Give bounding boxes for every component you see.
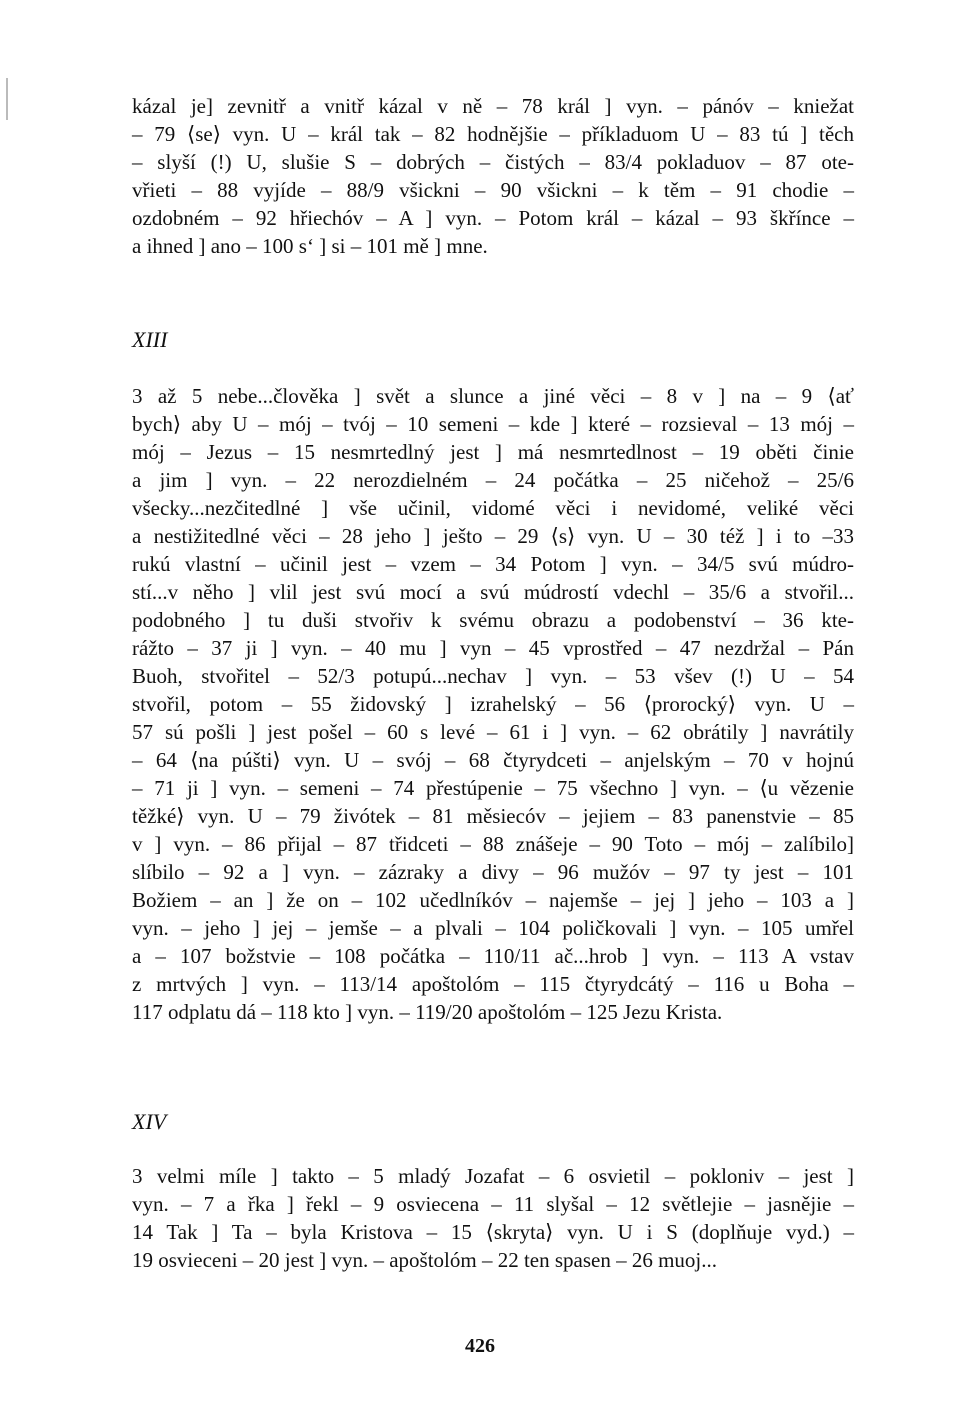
text-line: – slyší (!) U, slušie S – dobrých – čistých – 83/4 pokladuov – 87 ote- xyxy=(132,150,854,174)
text-line: kázal je] zevnitř a vnitř kázal v ně – 78 král ] vyn. – pánóv – kniežat xyxy=(132,94,854,118)
text-line: 3 velmi míle ] takto – 5 mladý Jozafat – 6 osvietil – pokloniv – jest ] xyxy=(132,1164,854,1188)
text-line: a jim ] vyn. – 22 nerozdielném – 24 počátka – 25 ničehož – 25/6 xyxy=(132,468,854,492)
text-line: vřieti – 88 vyjíde – 88/9 všickni – 90 všickni – k těm – 91 chodie – xyxy=(132,178,854,202)
text-line: 14 Tak ] Ta – byla Kristova – 15 ⟨skryta⟩ vyn. U i S (doplňuje vyd.) – xyxy=(132,1220,854,1244)
text-line: – 71 ji ] vyn. – semeni – 74 přestúpenie – 75 všechno ] vyn. – ⟨u vězenie xyxy=(132,776,854,800)
text-line: v ] vyn. – 86 přijal – 87 třidceti – 88 znášeje – 90 Toto – mój – zalíbilo] xyxy=(132,832,854,856)
text-line: 19 osvieceni – 20 jest ] vyn. – apoštolóm – 22 ten spasen – 26 muoj... xyxy=(132,1248,718,1272)
section-heading-xiii: XIII xyxy=(132,327,168,352)
text-line: těžké⟩ vyn. U – 79 živótek – 81 měsiecóv – jejiem – 83 panenstvie – 85 xyxy=(132,804,854,828)
text-line: – 79 ⟨se⟩ vyn. U – král tak – 82 hodnějšie – příkladuom U – 83 tú ] těch xyxy=(132,122,854,146)
text-line: stí...v něho ] vlil jest svú mocí a svú múdrostí vdechl – 35/6 a stvořil... xyxy=(132,580,854,604)
text-line: a ihned ] ano – 100 s‘ ] si – 101 mě ] mne. xyxy=(132,234,488,258)
text-line: z mrtvých ] vyn. – 113/14 apoštolóm – 115 čtyrydcátý – 116 u Boha – xyxy=(132,972,854,996)
text-line: vyn. – jeho ] jej – jemše – a plvali – 104 poličkovali ] vyn. – 105 umřel xyxy=(132,916,854,940)
text-line: a – 107 božstvie – 108 počátka – 110/11 ač...hrob ] vyn. – 113 A vstav xyxy=(132,944,854,968)
text-line: 117 odplatu dá – 118 kto ] vyn. – 119/20 apoštolóm – 125 Jezu Krista. xyxy=(132,1000,723,1024)
text-line: rážto – 37 ji ] vyn. – 40 mu ] vyn – 45 vprostřed – 47 nezdržal – Pán xyxy=(132,636,854,660)
text-line: vyn. – 7 a řka ] řekl – 9 osviecena – 11 slyšal – 12 světlejie – jasnějie – xyxy=(132,1192,854,1216)
apparatus-block-xiii xyxy=(132,382,854,1026)
text-line: ozdobném – 92 hřiechóv – A ] vyn. – Potom král – kázal – 93 škřínce – xyxy=(132,206,854,230)
text-line: 57 sú pošli ] jest pošel – 60 s levé – 61 i ] vyn. – 62 obrátily ] navrátily xyxy=(132,720,854,744)
text-line: – 64 ⟨na púšti⟩ vyn. U – svój – 68 čtyrydceti – anjelským – 70 v hojnú xyxy=(132,748,854,772)
text-line: slíbilo – 92 a ] vyn. – zázraky a divy – 96 mužóv – 97 ty jest – 101 xyxy=(132,860,854,884)
text-line: rukú vlastní – učinil jest – vzem – 34 Potom ] vyn. – 34/5 svú múdro- xyxy=(132,552,854,576)
margin-mark xyxy=(6,78,8,120)
apparatus-block-xiv xyxy=(132,1162,854,1274)
text-line: podobného ] tu duši stvořiv k svému obrazu a podobenství – 36 kte- xyxy=(132,608,854,632)
text-line: Božiem – an ] že on – 102 učedlníkóv – najemše – jej ] jeho – 103 a ] xyxy=(132,888,854,912)
text-line: stvořil, potom – 55 židovský ] izrahelský – 56 ⟨prorocký⟩ vyn. U – xyxy=(132,692,854,716)
text-line: mój – Jezus – 15 nesmrtedlný jest ] má nesmrtedlnost – 19 oběti činie xyxy=(132,440,854,464)
text-line: 3 až 5 nebe...člověka ] svět a slunce a jiné věci – 8 v ] na – 9 ⟨ať xyxy=(132,384,854,408)
text-line: všecky...nezčitedlné ] vše učinil, vidomé věci i nevidomé, veliké věci xyxy=(132,496,854,520)
section-heading-xiv: XIV xyxy=(132,1109,167,1134)
apparatus-block-xii xyxy=(132,92,854,260)
text-line: a nestižitedlné věci – 28 jeho ] ješto – 29 ⟨s⟩ vyn. U – 30 též ] i to –33 xyxy=(132,524,854,548)
text-line: Buoh, stvořitel – 52/3 potupú...nechav ] vyn. – 53 všev (!) U – 54 xyxy=(132,664,854,688)
text-line: bych⟩ aby U – mój – tvój – 10 semeni – kde ] které – rozsieval – 13 mój – xyxy=(132,412,854,436)
page-number: 426 xyxy=(465,1335,495,1357)
